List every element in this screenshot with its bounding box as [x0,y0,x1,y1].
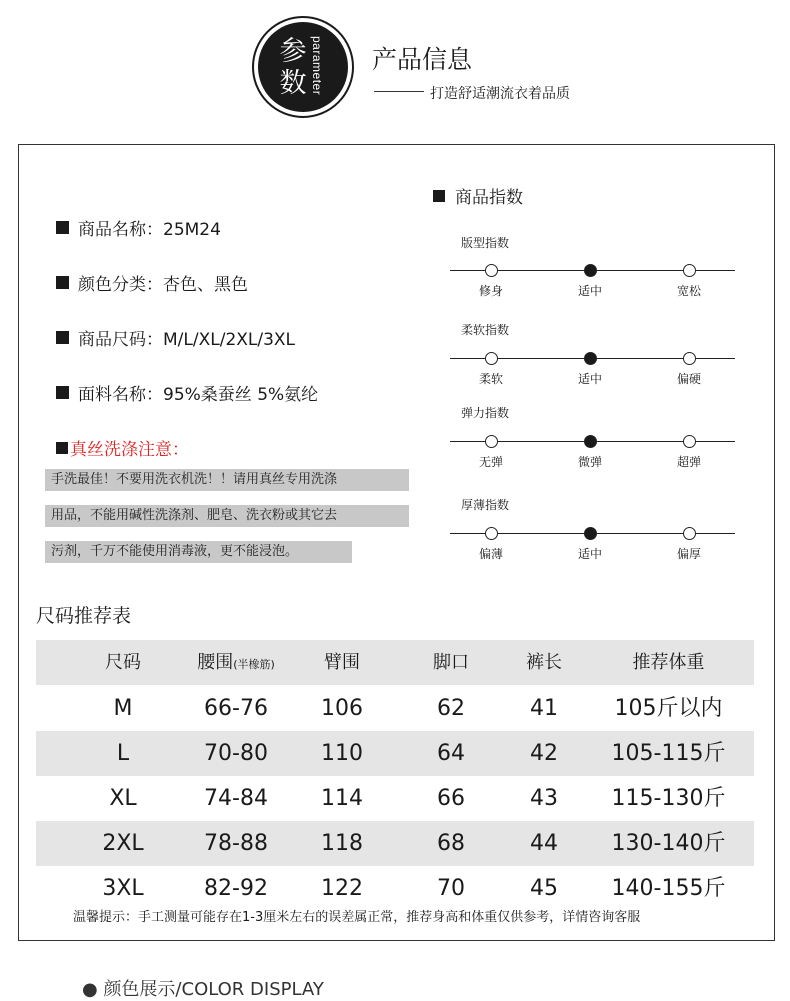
index-option-label: 偏硬 [676,372,701,386]
badge-disc [258,22,348,112]
size-row [56,325,295,350]
wash-title-row [56,435,189,460]
square-bullet-icon [56,331,69,344]
color-display-heading [82,975,324,1001]
cell-hem: 62 [437,696,465,721]
cell-size: 3XL [102,876,144,901]
unselected-dot-icon [683,264,696,277]
cell-size: XL [109,786,137,811]
cell-arm: 106 [321,696,363,721]
selected-dot-icon [584,435,597,448]
index-option-label: 宽松 [676,284,701,298]
product-sizes: 商品尺码：M/L/XL/2XL/3XL [78,330,296,350]
page-subtitle: 打造舒适潮流衣着品质 [430,86,570,102]
wash-line-2: 用品，不能用碱性洗涤剂、肥皂、洗衣粉或其它去 [45,505,409,527]
index-label: 弹力指数 [461,406,510,420]
square-bullet-icon [56,221,69,234]
badge-en-text: parameter [310,36,324,96]
subtitle-divider [374,91,424,92]
index-option-label: 偏厚 [676,547,701,561]
fabric-row [56,380,318,405]
index-label: 版型指数 [461,236,510,250]
unselected-dot-icon [485,352,498,365]
wash-warning-title: 真丝洗涤注意： [70,440,189,460]
table-row [36,776,754,821]
header-waist [176,640,296,685]
square-bullet-icon [56,442,68,454]
cell-waist: 82-92 [204,876,268,901]
table-row [36,731,754,776]
cell-arm: 114 [321,786,363,811]
header-weight: 推荐体重 [632,652,705,673]
cell-waist: 70-80 [204,741,268,766]
cell-hem: 66 [437,786,465,811]
index-option-label: 适中 [577,284,602,298]
header-length: 裤长 [526,652,562,673]
cell-arm: 122 [321,876,363,901]
header-size: 尺码 [105,652,141,673]
index-label: 柔软指数 [461,323,510,337]
cell-length: 44 [530,831,558,856]
unselected-dot-icon [485,527,498,540]
cell-waist: 78-88 [204,831,268,856]
cell-hem: 68 [437,831,465,856]
unselected-dot-icon [683,435,696,448]
product-fabric: 面料名称：95%桑蚕丝 5%氨纶 [78,385,319,405]
header-waist-label: 腰围 [197,652,234,673]
page-title: 产品信息 [372,45,473,74]
square-bullet-icon [56,276,69,289]
square-bullet-icon [433,190,445,202]
size-table-header [36,640,754,685]
header-waist-note: (半橡筋) [233,658,275,671]
badge-cn-text [278,36,308,100]
unselected-dot-icon [683,352,696,365]
cell-length: 45 [530,876,558,901]
cell-arm: 118 [321,831,363,856]
cell-arm: 110 [321,741,363,766]
cell-weight: 115-130斤 [611,786,726,811]
product-name-row [56,215,221,240]
bullet-dot-icon: ● [82,979,104,1000]
index-option-label: 超弹 [676,455,701,469]
size-table-title: 尺码推荐表 [36,605,132,627]
cell-size: 2XL [102,831,144,856]
wash-line-3: 污剂，千万不能使用消毒液，更不能浸泡。 [45,541,352,563]
cell-weight: 140-155斤 [611,876,726,901]
badge-cn-top: 参 [279,36,307,67]
cell-weight: 105斤以内 [614,696,723,721]
cell-length: 43 [530,786,558,811]
cell-waist: 66-76 [204,696,268,721]
index-title [433,183,523,208]
index-title-text: 商品指数 [455,188,523,208]
selected-dot-icon [584,352,597,365]
color-display-label: 颜色展示/COLOR DISPLAY [103,979,324,1000]
header-hem: 脚口 [433,652,469,673]
unselected-dot-icon [683,527,696,540]
product-name: 商品名称：25M24 [78,220,221,240]
cell-size: M [113,696,133,721]
index-option-label: 修身 [478,284,503,298]
wash-line-1: 手洗最佳！不要用洗衣机洗！！请用真丝专用洗涤 [45,469,409,491]
index-label: 厚薄指数 [461,498,510,512]
size-table-note: 温馨提示：手工测量可能存在1-3厘米左右的误差属正常，推荐身高和体重仅供参考，详情咨询客服 [73,910,641,925]
table-row [36,686,754,731]
cell-length: 41 [530,696,558,721]
unselected-dot-icon [485,264,498,277]
selected-dot-icon [584,527,597,540]
index-option-label: 微弹 [577,455,602,469]
color-row [56,270,248,295]
selected-dot-icon [584,264,597,277]
product-colors: 颜色分类：杏色、黑色 [78,275,248,295]
cell-length: 42 [530,741,558,766]
header-arm: 臂围 [324,652,360,673]
table-row [36,821,754,866]
unselected-dot-icon [485,435,498,448]
cell-hem: 70 [437,876,465,901]
index-option-label: 柔软 [478,372,503,386]
badge-cn-bottom: 数 [279,68,307,99]
table-row [36,866,754,911]
parameter-badge [252,16,354,118]
cell-weight: 105-115斤 [611,741,726,766]
index-option-label: 偏薄 [478,547,503,561]
index-option-label: 适中 [577,372,602,386]
index-option-label: 无弹 [478,455,503,469]
cell-weight: 130-140斤 [611,831,726,856]
square-bullet-icon [56,386,69,399]
cell-size: L [116,741,130,766]
cell-waist: 74-84 [204,786,268,811]
index-option-label: 适中 [577,547,602,561]
cell-hem: 64 [437,741,465,766]
